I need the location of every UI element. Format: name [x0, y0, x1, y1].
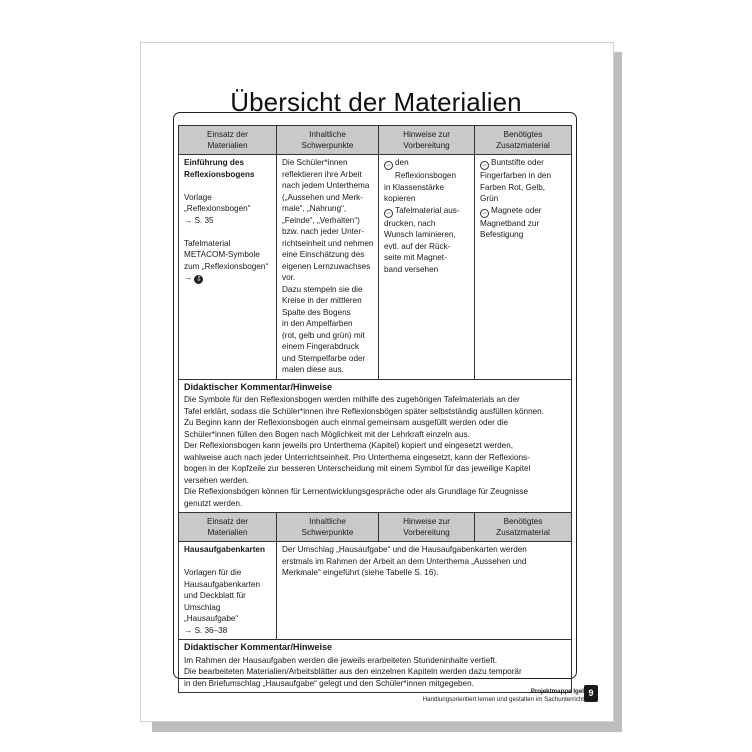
- kommentar-heading: Didaktischer Kommentar/Hinweise: [184, 642, 333, 652]
- kommentar-cell: Didaktischer Kommentar/Hinweise Im Rahmen der Hausaufgaben werden die jeweils erarbeiteten Stundeninhalte vertieft. Die bearbeiteten Materialien/Arbeitsblätter aus den einzelnen Kapiteln werden dazu temporär in den Briefumschlag „Hausaufgabe“ gelegt und den Schüler*innen mitgegeben.: [179, 640, 572, 693]
- page-title: Übersicht der Materialien: [230, 87, 522, 118]
- header-einsatz: Einsatz der Materialien: [179, 126, 277, 155]
- download-icon[interactable]: ⇩: [196, 276, 202, 283]
- kommentar-cell: Didaktischer Kommentar/Hinweise Die Symbole für den Reflexionsbogen werden mithilfe des zugehörigen Tafelmaterials an der Tafel erklärt, sodass die Schüler*innen ihre Reflexionsbögen später selbstständig ausfüllen können. Zu Beginn kann der Reflexionsbogen auch einmal gemeinsam ausgefüllt werden oder die Schüler*innen füllen den Bogen nach Möglichkeit mit der Lehrkraft einzeln aus. Der Reflexionsbogen kann jeweils pro Unterthema (Kapitel) kopiert und eingesetzt werden, wahlweise auch nach jeder Unterrichtseinheit. Pro Unterthema eingesetzt, kann der Reflexions- bogen in der Kopfzeile zur besseren Unterscheidung mit einem Symbol für das jeweilige Kapitel versehen werden. Die Reflexionsbögen können für Lernentwicklungsgespräche oder als Grundlage für Zeugnisse genutzt werden.: [179, 379, 572, 513]
- table-header-row: [179, 513, 572, 542]
- einsatz-cell: Einführung des Reflexionsbogens Vorlage „Reflexionsbogen“ → S. 35 Tafelmaterial METACOM-Symbole zum „Reflexionsbogen“ → ⇩: [179, 155, 277, 380]
- header-schwerpunkte: Inhaltliche Schwerpunkte: [277, 513, 379, 542]
- materials-table: [178, 125, 572, 693]
- header-zusatzmaterial: Benötigtes Zusatzmaterial: [475, 513, 572, 542]
- schwerpunkte-cell: Der Umschlag „Hausaufgabe“ und die Hausaufgabenkarten werden erstmals im Rahmen der Arbeit an dem Unterthema „Aussehen und Merkmale“ eingeführt (siehe Tabelle S. 16).: [277, 542, 572, 640]
- footer-subtitle: Handlungsorientiert lernen und gestalten im Sachunterricht: [422, 696, 584, 703]
- header-zusatzmaterial: Benötigtes Zusatzmaterial: [475, 126, 572, 155]
- arrow-right-icon: →: [481, 162, 488, 168]
- kommentar-heading: Didaktischer Kommentar/Hinweise: [184, 381, 333, 392]
- kommentar-row: [179, 640, 572, 693]
- arrow-right-icon: →: [385, 162, 392, 168]
- arrow-right-icon: →: [481, 209, 488, 216]
- einsatz-cell: Hausaufgabenkarten Vorlagen für die Hausaufgabenkarten und Deckblatt für Umschlag „Hausaufgabe“ → S. 36–38: [179, 542, 277, 640]
- kommentar-row: [179, 379, 572, 513]
- schwerpunkte-cell: Die Schüler*innen reflektieren ihre Arbeit nach jedem Unterthema („Aussehen und Merk- male“, „Nahrung“, „Feinde“, „Verhalten“) bzw. nach jeder Unter- richtseinheit und nehmen eine Einschätzung des eigenen Lernzuwachses vor. Dazu stempeln sie die Kreise in der mittleren Spalte des Bogens in den Ampelfarben (rot, gelb und grün) mit einem Fingerabdruck und Stempelfarbe oder malen diese aus.: [277, 155, 379, 380]
- table-header-row: [179, 126, 572, 155]
- header-schwerpunkte: Inhaltliche Schwerpunkte: [277, 126, 379, 155]
- page-footer: [423, 688, 584, 704]
- header-einsatz: Einsatz der Materialien: [179, 513, 277, 542]
- header-hinweise: Hinweise zur Vorbereitung: [379, 126, 475, 155]
- table-row: [179, 542, 572, 640]
- arrow-right-icon: →: [385, 209, 392, 216]
- zusatzmaterial-cell: → Buntstifte oder Fingerfarben in den Farben Rot, Gelb, Grün → Magnete oder Magnetband zur Befestigung: [475, 155, 572, 380]
- page-number: 9: [584, 685, 598, 702]
- footer-title: Projektmappe Igel: [530, 688, 584, 695]
- hinweise-cell: → den Reflexionsbogen in Klassenstärke kopieren → Tafelmaterial aus- drucken, nach Wunsch laminieren, evtl. auf der Rück- seite mit Magnet- band versehen: [379, 155, 475, 380]
- table-row: [179, 155, 572, 380]
- header-hinweise: Hinweise zur Vorbereitung: [379, 513, 475, 542]
